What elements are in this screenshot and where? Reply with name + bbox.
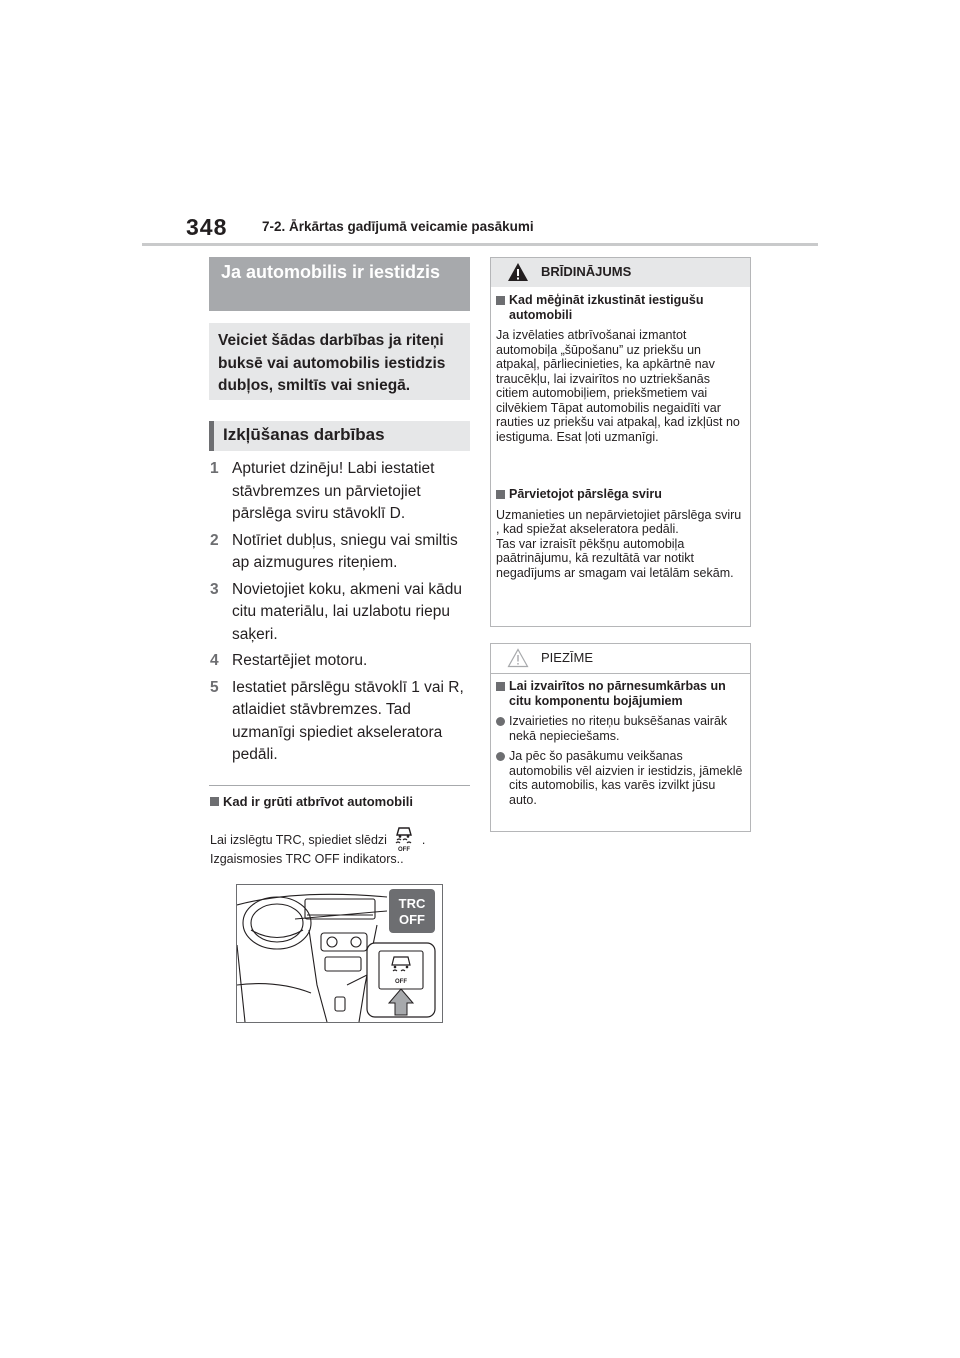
note-label: PIEZĪME bbox=[541, 650, 594, 665]
step-text: Notīriet dubļus, sniegu vai smiltis ap aizmugures riteņiem. bbox=[232, 531, 458, 571]
header-divider bbox=[142, 243, 818, 246]
list-item bbox=[496, 714, 746, 743]
list-item bbox=[210, 677, 472, 767]
caution-triangle-icon bbox=[507, 648, 529, 673]
square-bullet-icon bbox=[496, 490, 505, 499]
trc-instruction bbox=[210, 826, 425, 855]
warning-triangle-icon bbox=[507, 262, 529, 287]
subheading bbox=[210, 794, 413, 809]
warning-item-2-body-1: Uzmanieties un nepārvietojiet pārslēga sviru , kad spiežat akseleratora pedāli. bbox=[496, 507, 742, 536]
circle-bullet-icon bbox=[496, 752, 505, 761]
list-item bbox=[210, 530, 472, 575]
step-text: Iestatiet pārslēgu stāvoklī 1 vai R, atlaidiet stāvbremzes. Tad uzmanīgi spiediet akseleratora pedāli. bbox=[232, 678, 464, 763]
step-number: 2 bbox=[210, 531, 219, 549]
warning-label: BRĪDINĀJUMS bbox=[541, 264, 632, 279]
section-title: Ja automobilis ir iestidzis bbox=[221, 262, 441, 282]
square-bullet-icon bbox=[210, 797, 219, 806]
trc-off-switch-icon bbox=[393, 826, 415, 855]
steps-list bbox=[210, 458, 472, 771]
subsection-bar bbox=[209, 421, 214, 451]
warning-item-2-heading: Pārvietojot pārslēga sviru bbox=[509, 487, 662, 501]
warning-item-2 bbox=[496, 487, 746, 580]
lead-box bbox=[209, 323, 470, 400]
warning-item-1 bbox=[496, 293, 746, 444]
circle-bullet-icon bbox=[496, 717, 505, 726]
warning-item-2-body-2: Tas var izraisīt pēkšņu automobiļa paātrinājumu, kā rezultātā var notikt negadījums ar smagam vai letālām sekām. bbox=[496, 536, 734, 580]
switch-off-label: OFF bbox=[395, 979, 407, 985]
section-divider bbox=[209, 785, 470, 786]
trc-badge-line1: TRC bbox=[398, 896, 426, 911]
trc-badge-line2: OFF bbox=[399, 912, 425, 927]
trc-instruction-text: Lai izslēgtu TRC, spiediet slēdzi bbox=[210, 832, 387, 847]
step-text: Apturiet dzinēju! Labi iestatiet stāvbremzes un pārvietojiet pārslēga sviru stāvoklī D. bbox=[232, 460, 435, 522]
subheading-text: Kad ir grūti atbrīvot automobili bbox=[223, 794, 413, 809]
square-bullet-icon bbox=[496, 296, 505, 305]
dashboard-illustration bbox=[236, 884, 443, 1023]
step-text: Novietojiet koku, akmeni vai kādu citu materiālu, lai uzlabotu riepu saķeri. bbox=[232, 580, 463, 643]
warning-item-1-heading: Kad mēģināt izkustināt iestigušu automobili bbox=[509, 293, 704, 322]
section-title-box bbox=[209, 257, 470, 311]
step-number: 5 bbox=[210, 678, 219, 696]
square-bullet-icon bbox=[496, 682, 505, 691]
chapter-title: 7-2. Ārkārtas gadījumā veicamie pasākumi bbox=[262, 219, 534, 234]
trc-inline-label: OFF bbox=[398, 847, 411, 852]
list-item bbox=[496, 749, 746, 807]
subsection-title: Izkļūšanas darbības bbox=[223, 425, 385, 444]
warning-header bbox=[491, 258, 750, 287]
step-number: 4 bbox=[210, 652, 219, 669]
lead-text: Veiciet šādas darbības ja riteņi buksē vai automobilis iestidzis dubļos, smiltīs vai sniegā. bbox=[218, 332, 446, 394]
warning-box bbox=[490, 257, 751, 627]
step-text: Restartējiet motoru. bbox=[232, 652, 368, 669]
list-item bbox=[210, 579, 472, 647]
note-heading: Lai izvairītos no pārnesumkārbas un citu komponentu bojājumiem bbox=[509, 679, 726, 708]
note-bullet-1: Izvairieties no riteņu buksēšanas vairāk nekā nepieciešams. bbox=[509, 714, 728, 743]
page-number: 348 bbox=[186, 214, 228, 240]
step-number: 1 bbox=[210, 460, 219, 477]
note-header bbox=[491, 644, 750, 674]
step-number: 3 bbox=[210, 580, 219, 598]
note-content bbox=[496, 679, 746, 807]
list-item bbox=[210, 650, 472, 673]
note-box bbox=[490, 643, 751, 832]
note-bullet-2: Ja pēc šo pasākumu veikšanas automobilis vēl aizvien ir iestidzis, jāmeklē cits automobilis, kas varēs izvilkt jūsu auto. bbox=[509, 749, 743, 807]
trc-indicator-text: Izgaismosies TRC OFF indikators.. bbox=[210, 852, 404, 866]
warning-item-1-body: Ja izvēlaties atbrīvošanai izmantot automobiļa „šūpošanu” uz priekšu un atpakaļ, pārliecinieties, ka apkārtnē nav traucēkļu, lai izvairītos no uztriekšanās citiem automobiļiem, priekšmetiem vai cilvēkiem Tāpat automobilis negaidīti var rauties uz priekšu vai atpakaļ, kad izkļūst no iestiguma. Esat ļoti uzmanīgi. bbox=[496, 328, 740, 444]
subsection-header bbox=[209, 421, 470, 451]
list-item bbox=[210, 458, 472, 526]
trc-instruction-end: . bbox=[421, 832, 426, 847]
